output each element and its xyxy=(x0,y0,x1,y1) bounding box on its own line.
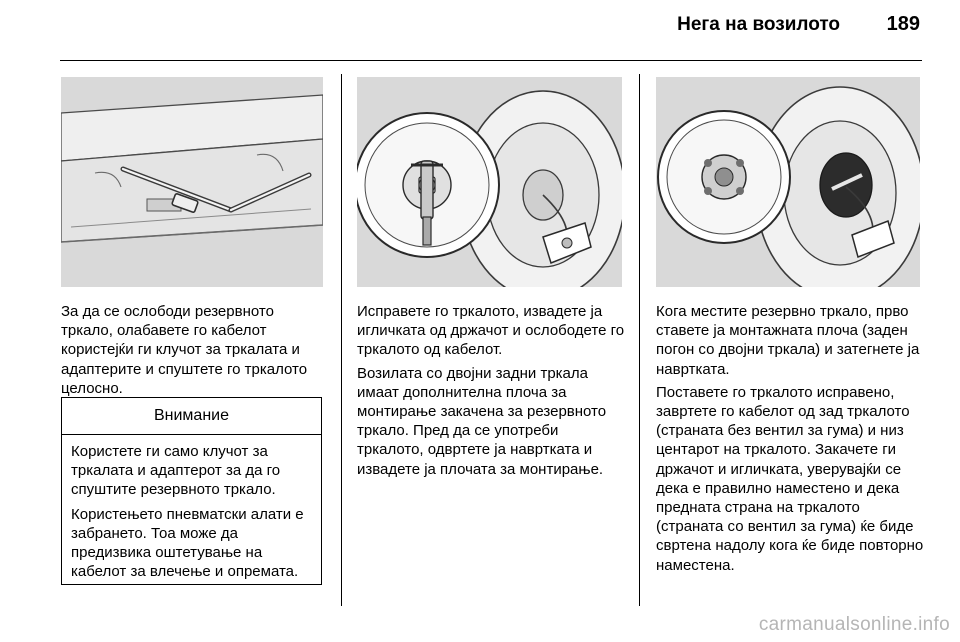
header-rule xyxy=(60,60,922,61)
figure-wheel-retainer xyxy=(357,77,622,287)
column-1-paragraph: За да се ослободи резервното тркало, олабавете го кабелот користејќи ги клучот за тркалата и адаптерите и спуштете го тркалото целосно. xyxy=(61,303,308,397)
column-divider-1 xyxy=(341,74,342,606)
warning-body xyxy=(62,435,321,581)
column-divider-2 xyxy=(639,74,640,606)
wheel-wrench-illustration xyxy=(61,77,323,287)
page-number: 189 xyxy=(886,13,920,35)
page-header-title: Нега на возилото xyxy=(677,14,840,35)
warning-box xyxy=(61,397,322,585)
column-3-paragraph-2: Поставете го тркалото исправено, завртете го кабелот од зад тркалото (страната без вентил за гума) и низ центарот на тркалото. Закачете ги држачот и игличката, уверувајќи се дека е правилно наместено и дека предната страна на тркалото (страната со вентил за гума) ќе биде свртена надолу кога ќе биде повторно наместена. xyxy=(656,383,924,574)
warning-paragraph-1: Користете ги само клучот за тркалата и адаптерот за да го спуштите резервното тркало. xyxy=(71,443,281,499)
wheel-retainer-illustration xyxy=(357,77,622,287)
warning-title: Внимание xyxy=(62,398,321,435)
watermark: carmanualsonline.info xyxy=(758,614,950,635)
warning-paragraph-2: Користењето пневматски алати е забрането. Тоа може да предизвика оштетување на кабелот за влечење и опремата. xyxy=(71,505,304,581)
column-3-paragraph-1: Кога местите резервно тркало, прво ставете ја монтажната плоча (заден погон со двојни тркала) и затегнете ја навртката. xyxy=(656,303,920,378)
column-1-text xyxy=(61,302,327,402)
column-2-paragraph-1: Исправете го тркалото, извадете ја игличката од држачот и ослободете го тркалото од кабелот. xyxy=(357,303,625,359)
figure-mounting-plate xyxy=(656,77,920,287)
column-2-text xyxy=(357,302,627,483)
column-3-text xyxy=(656,302,926,579)
mounting-plate-illustration xyxy=(656,77,920,287)
column-2-paragraph-2: Возилата со двојни задни тркала имаат дополнителна плоча за монтирање закачена за резервното тркало. Пред да се употреби тркалото, одвртете ја навртката и извадете ја плочата за монтирање. xyxy=(357,364,607,478)
figure-wheel-wrench xyxy=(61,77,323,287)
